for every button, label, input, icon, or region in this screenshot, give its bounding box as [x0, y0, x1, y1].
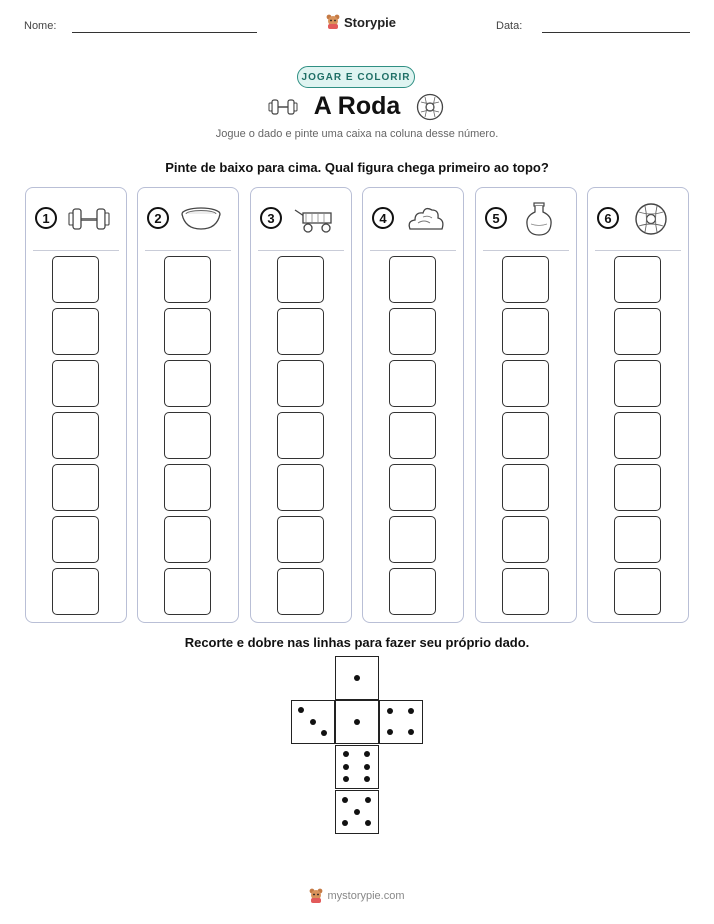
color-box[interactable] [502, 412, 549, 459]
column-divider [258, 250, 344, 251]
column-divider [483, 250, 569, 251]
color-box[interactable] [502, 308, 549, 355]
game-instruction: Pinte de baixo para cima. Qual figura chega primeiro ao topo? [165, 160, 549, 175]
column-number: 1 [35, 207, 57, 229]
color-box[interactable] [389, 516, 436, 563]
footer [0, 888, 714, 904]
column-number: 4 [372, 207, 394, 229]
die-pip [408, 729, 414, 735]
die-instruction: Recorte e dobre nas linhas para fazer seu próprio dado. [184, 635, 530, 650]
column-6 [587, 187, 689, 623]
column-header [476, 202, 576, 238]
color-box[interactable] [389, 568, 436, 615]
die-pip [342, 820, 348, 826]
color-box[interactable] [389, 360, 436, 407]
die-pip [364, 751, 370, 757]
color-box[interactable] [52, 568, 99, 615]
column-1 [25, 187, 127, 623]
column-2 [137, 187, 239, 623]
color-box[interactable] [614, 308, 661, 355]
color-box[interactable] [277, 516, 324, 563]
name-label: Nome: [24, 20, 57, 32]
column-3 [250, 187, 352, 623]
die-pip [365, 820, 371, 826]
subtitle: Jogue o dado e pinte uma caixa na coluna desse número. [215, 128, 499, 140]
die-pip [310, 719, 316, 725]
wheel-icon [416, 93, 444, 121]
color-box[interactable] [277, 308, 324, 355]
color-box[interactable] [52, 360, 99, 407]
die-pip [365, 797, 371, 803]
color-box[interactable] [389, 308, 436, 355]
column-4 [362, 187, 464, 623]
color-box[interactable] [502, 464, 549, 511]
brand-name: Storypie [344, 14, 397, 30]
bear-icon [326, 14, 340, 30]
color-box[interactable] [277, 256, 324, 303]
die-pip [343, 751, 349, 757]
color-box[interactable] [502, 516, 549, 563]
color-box[interactable] [164, 568, 211, 615]
color-box[interactable] [277, 412, 324, 459]
die-pip [387, 729, 393, 735]
die-pip [321, 730, 327, 736]
die-pip [342, 797, 348, 803]
brand-logo [326, 14, 396, 30]
die-face-3 [291, 700, 335, 744]
color-box[interactable] [277, 360, 324, 407]
color-box[interactable] [277, 568, 324, 615]
die-pip [364, 764, 370, 770]
die-pip [354, 809, 360, 815]
die-pip [298, 707, 304, 713]
color-box[interactable] [52, 412, 99, 459]
color-box[interactable] [614, 464, 661, 511]
color-box[interactable] [614, 360, 661, 407]
color-box[interactable] [164, 464, 211, 511]
name-line[interactable] [72, 32, 257, 33]
bear-icon [309, 888, 323, 904]
color-box[interactable] [164, 360, 211, 407]
color-box[interactable] [52, 464, 99, 511]
color-box[interactable] [614, 516, 661, 563]
color-box[interactable] [502, 568, 549, 615]
date-label: Data: [496, 20, 523, 32]
column-divider [370, 250, 456, 251]
column-divider [595, 250, 681, 251]
color-box[interactable] [52, 308, 99, 355]
die-pip [387, 708, 393, 714]
color-box[interactable] [614, 256, 661, 303]
date-line[interactable] [542, 32, 690, 33]
column-number: 2 [147, 207, 169, 229]
color-box[interactable] [164, 308, 211, 355]
color-box[interactable] [502, 256, 549, 303]
column-5 [475, 187, 577, 623]
die-face-5 [335, 790, 379, 834]
column-number: 6 [597, 207, 619, 229]
color-box[interactable] [502, 360, 549, 407]
column-divider [145, 250, 231, 251]
color-box[interactable] [614, 412, 661, 459]
color-box[interactable] [164, 412, 211, 459]
die-pip [343, 764, 349, 770]
color-box[interactable] [164, 516, 211, 563]
color-box[interactable] [164, 256, 211, 303]
die-pip [408, 708, 414, 714]
activity-badge: JOGAR E COLORIR [297, 66, 415, 88]
color-box[interactable] [277, 464, 324, 511]
column-number: 3 [260, 207, 282, 229]
column-header [251, 202, 351, 238]
die-pip [343, 776, 349, 782]
die-face-6 [335, 745, 379, 789]
color-box[interactable] [389, 464, 436, 511]
column-header [588, 202, 688, 238]
die-pip [354, 719, 360, 725]
color-box[interactable] [52, 516, 99, 563]
column-divider [33, 250, 119, 251]
color-box[interactable] [389, 256, 436, 303]
column-header [138, 202, 238, 238]
page-title: A Roda [313, 92, 401, 120]
die-face-1 [335, 700, 379, 744]
column-header [363, 202, 463, 238]
color-box[interactable] [389, 412, 436, 459]
die-pip [354, 675, 360, 681]
die-face-4 [379, 700, 423, 744]
column-number: 5 [485, 207, 507, 229]
color-box[interactable] [52, 256, 99, 303]
column-header [26, 202, 126, 238]
color-box[interactable] [614, 568, 661, 615]
die-pip [364, 776, 370, 782]
footer-url[interactable]: mystorypie.com [327, 890, 405, 902]
die-face-1 [335, 656, 379, 700]
